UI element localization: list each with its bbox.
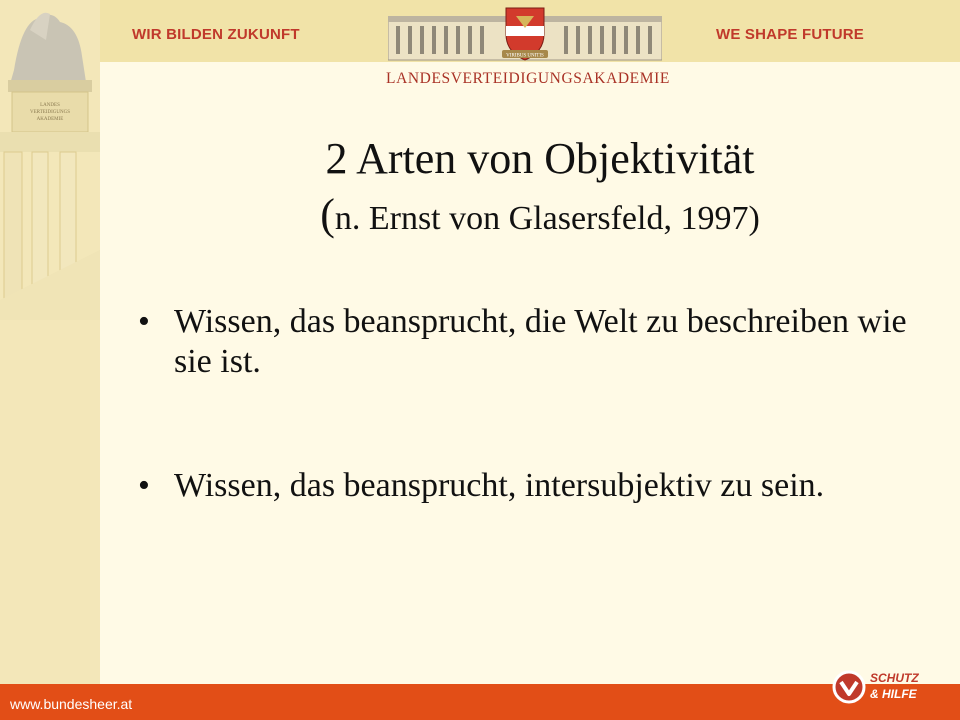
title-citation: n. Ernst von Glasersfeld, 1997) bbox=[334, 200, 760, 237]
bullet-marker: • bbox=[138, 467, 150, 504]
slide-title bbox=[150, 132, 930, 244]
bullet-item bbox=[138, 466, 918, 506]
emblem-banner: VIRIBUS UNITIS bbox=[506, 53, 544, 59]
bullet-text: Wissen, das beansprucht, die Welt zu beschreiben wie sie ist. bbox=[174, 303, 907, 380]
footer-bar bbox=[0, 684, 960, 720]
footer-url-link[interactable]: www.bundesheer.at bbox=[10, 696, 133, 712]
svg-text:LANDES: LANDES bbox=[40, 103, 60, 108]
bullet-item bbox=[138, 302, 918, 382]
schutz-hilfe-text bbox=[870, 670, 919, 702]
academy-emblem bbox=[388, 6, 662, 66]
title-line-1: 2 Arten von Objektivität bbox=[325, 134, 755, 183]
schutz-hilfe-logo bbox=[832, 670, 866, 704]
tagline-right: WE SHAPE FUTURE bbox=[716, 26, 865, 43]
title-line-2 bbox=[150, 190, 930, 244]
academy-name: LANDESVERTEIDIGUNGSAKADEMIE bbox=[386, 70, 670, 87]
bullet-text: Wissen, das beansprucht, intersubjektiv zu sein. bbox=[174, 467, 825, 504]
title-open-paren: ( bbox=[320, 190, 335, 239]
schutz-line-1: SCHUTZ bbox=[870, 671, 919, 685]
bullet-list bbox=[138, 302, 918, 506]
svg-text:VERTEIDIGUNGS: VERTEIDIGUNGS bbox=[30, 110, 70, 115]
schutz-line-2: & HILFE bbox=[870, 687, 917, 701]
svg-text:AKADEMIE: AKADEMIE bbox=[36, 117, 64, 122]
bullet-marker: • bbox=[138, 303, 150, 340]
statue-image bbox=[0, 0, 100, 684]
tagline-left: WIR BILDEN ZUKUNFT bbox=[132, 26, 300, 43]
left-decorative-panel bbox=[0, 0, 100, 684]
